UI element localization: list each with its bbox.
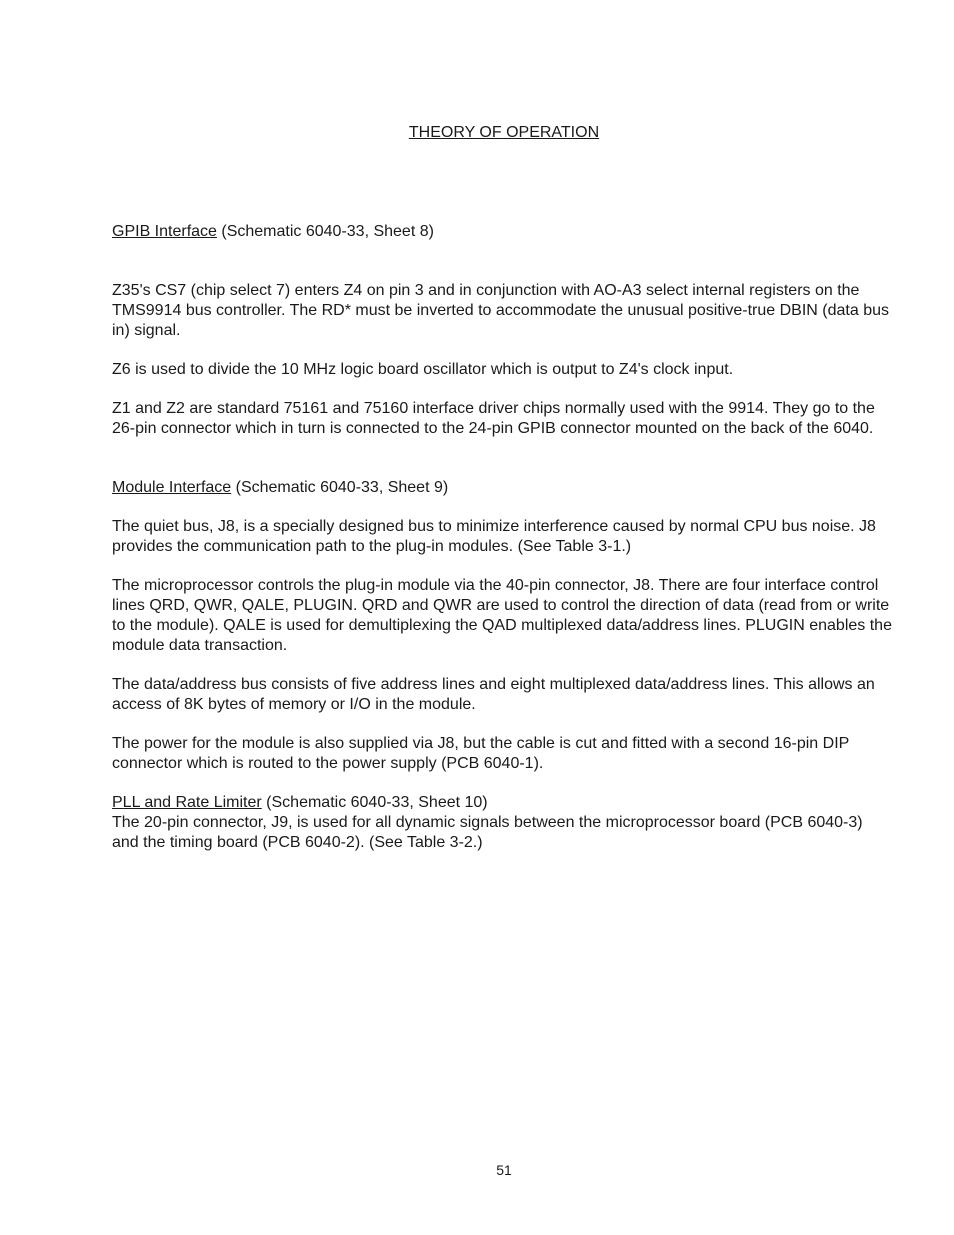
paragraph: The power for the module is also supplied via J8, but the cable is cut and fitted with a second 16-pin DIP connector which is routed to the power supply (PCB 6040-1).: [112, 735, 850, 772]
module-paragraph-2: [112, 576, 892, 656]
module-paragraph-4: [112, 734, 892, 774]
module-paragraph-1: [112, 517, 892, 557]
paragraph: Z35's CS7 (chip select 7) enters Z4 on pin 3 and in conjunction with AO-A3 select internal registers on the TMS9914 bus controller. The RD* must be inverted to accommodate the unusual positive-true DBIN (data bus in) signal.: [112, 282, 889, 339]
paragraph: The data/address bus consists of five address lines and eight multiplexed data/address lines. This allows an access of 8K bytes of memory or I/O in the module.: [112, 676, 875, 713]
pll-section: [112, 793, 892, 853]
gpib-paragraph-3: [112, 399, 892, 439]
module-reference: (Schematic 6040-33, Sheet 9): [231, 479, 449, 496]
paragraph: The microprocessor controls the plug-in module via the 40-pin connector, J8. There are four interface control lines QRD, QWR, QALE, PLUGIN. QRD and QWR are used to control the direction of data (read from or write to the module). QALE is used for demultiplexing the QAD multiplexed data/address lines. PLUGIN enables the module data transaction.: [112, 577, 892, 654]
gpib-paragraph-1: [112, 281, 892, 341]
gpib-paragraph-2: [112, 360, 892, 380]
module-paragraph-3: [112, 675, 892, 715]
paragraph: The quiet bus, J8, is a specially designed bus to minimize interference caused by normal CPU bus noise. J8 provides the communication path to the plug-in modules. (See Table 3-1.): [112, 518, 876, 555]
gpib-reference: (Schematic 6040-33, Sheet 8): [216, 223, 434, 240]
paragraph: The 20-pin connector, J9, is used for all dynamic signals between the microprocessor board (PCB 6040-3) and the timing board (PCB 6040-2). (See Table 3-2.): [112, 814, 863, 851]
module-heading: Module Interface: [112, 479, 232, 496]
pll-reference: (Schematic 6040-33, Sheet 10): [261, 794, 488, 811]
gpib-section-heading: [112, 222, 892, 242]
pll-heading: PLL and Rate Limiter: [112, 794, 262, 811]
paragraph: Z1 and Z2 are standard 75161 and 75160 interface driver chips normally used with the 9914. They go to the 26-pin connector which in turn is connected to the 24-pin GPIB connector mounted on the back of the 6040.: [112, 400, 875, 437]
gpib-heading: GPIB Interface: [112, 223, 217, 240]
paragraph: Z6 is used to divide the 10 MHz logic board oscillator which is output to Z4's clock input.: [112, 361, 734, 378]
module-section-heading: [112, 478, 892, 498]
page-title: THEORY OF OPERATION: [408, 124, 600, 141]
page-number: 51: [496, 1162, 512, 1178]
